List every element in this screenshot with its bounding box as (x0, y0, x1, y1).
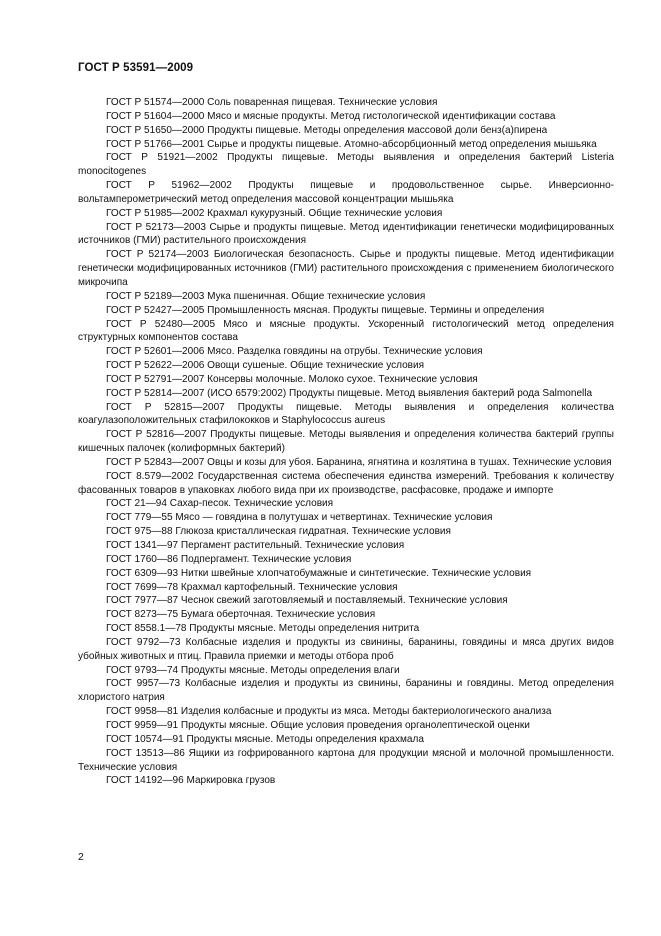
reference-entry: ГОСТ Р 52480—2005 Мясо и мясные продукты. Ускоренный гистологический метод определения структурных компонентов состава (78, 318, 614, 344)
reference-entry: ГОСТ Р 52189—2003 Мука пшеничная. Общие технические условия (106, 290, 426, 302)
reference-entry: ГОСТ Р 52843—2007 Овцы и козы для убоя. Баранина, ягнятина и козлятина в тушах. Технические условия (106, 456, 612, 468)
reference-entry: ГОСТ Р 51921—2002 Продукты пищевые. Методы выявления и определения бактерий Listeria monocitogenes (78, 152, 614, 178)
reference-entry: ГОСТ 1760—86 Подпергамент. Технические условия (106, 553, 352, 565)
reference-entry: ГОСТ 8.579—2002 Государственная система обеспечения единства измерений. Требования к количеству фасованных товаров в упаковках любого вида при их производстве, расфасовке, продаже и импорте (78, 470, 614, 496)
reference-entry: ГОСТ 8273—75 Бумага оберточная. Технические условия (106, 609, 376, 621)
reference-list (78, 96, 614, 788)
reference-entry: ГОСТ Р 51766—2001 Сырье и продукты пищевые. Атомно-абсорбционный метод определения мышьяка (106, 138, 597, 150)
reference-entry: ГОСТ Р 51962—2002 Продукты пищевые и продовольственное сырье. Инверсионно-вольтамперометрический метод определения массовой концентрации мышьяка (78, 180, 614, 205)
reference-entry: ГОСТ 13513—86 Ящики из гофрированного картона для продукции мясной и молочной промышленности. Технические условия (78, 747, 614, 773)
reference-entry: ГОСТ Р 52427—2005 Промышленность мясная. Продукты пищевые. Термины и определения (106, 304, 545, 316)
reference-entry: ГОСТ Р 52174—2003 Биологическая безопасность. Сырье и продукты пищевые. Метод идентификации генетически модифицированных источников (ГМИ) растительного происхождения с применением биологического микрочипа (78, 249, 614, 288)
page-number: 2 (78, 851, 84, 863)
reference-entry: ГОСТ Р 52601—2006 Мясо. Разделка говядины на отрубы. Технические условия (106, 346, 483, 358)
reference-entry: ГОСТ 975—88 Глюкоза кристаллическая гидратная. Технические условия (106, 526, 451, 538)
reference-entry: ГОСТ 7699—78 Крахмал картофельный. Технические условия (106, 581, 398, 593)
reference-entry: ГОСТ 1341—97 Пергамент растительный. Технические условия (106, 540, 405, 551)
reference-entry: ГОСТ 6309—93 Нитки швейные хлопчатобумажные и синтетические. Технические условия (106, 567, 532, 579)
reference-entry: ГОСТ Р 52814—2007 (ИСО 6579:2002) Продукты пищевые. Метод выявления бактерий рода Salmonella (106, 387, 593, 399)
reference-entry: ГОСТ 14192—96 Маркировка грузов (106, 775, 276, 787)
reference-entry: ГОСТ Р 51574—2000 Соль поваренная пищевая. Технические условия (106, 97, 438, 108)
reference-entry: ГОСТ 9959—91 Продукты мясные. Общие условия проведения органолептической оценки (106, 719, 530, 731)
reference-entry: ГОСТ Р 51650—2000 Продукты пищевые. Методы определения массовой доли бенз(а)пирена (106, 124, 548, 136)
reference-entry: ГОСТ Р 51604—2000 Мясо и мясные продукты. Метод гистологической идентификации состава (106, 110, 556, 122)
reference-entry: ГОСТ 7977—87 Чеснок свежий заготовляемый и поставляемый. Технические условия (106, 595, 508, 607)
reference-entry: ГОСТ Р 52622—2006 Овощи сушеные. Общие технические условия (106, 360, 425, 372)
reference-entry: ГОСТ 8558.1—78 Продукты мясные. Методы определения нитрита (106, 623, 420, 635)
reference-entry: ГОСТ 9793—74 Продукты мясные. Методы определения влаги (106, 664, 400, 676)
reference-entry: ГОСТ Р 52173—2003 Сырье и продукты пищевые. Метод идентификации генетически модифицированных источников (ГМИ) растительного происхождения (78, 221, 614, 247)
reference-entry: ГОСТ Р 52791—2007 Консервы молочные. Молоко сухое. Технические условия (106, 373, 478, 385)
reference-entry: ГОСТ 779—55 Мясо — говядина в полутушах и четвертинах. Технические условия (106, 512, 493, 524)
page-header: ГОСТ Р 53591—2009 (78, 62, 194, 74)
reference-entry: ГОСТ Р 52816—2007 Продукты пищевые. Методы выявления и определения количества бактерий группы кишечных палочек (колиформных бактерий) (78, 429, 614, 455)
reference-entry: ГОСТ 9957—73 Колбасные изделия и продукты из свинины, баранины и говядины. Метод определения хлористого натрия (78, 678, 614, 704)
reference-entry: ГОСТ 9958—81 Изделия колбасные и продукты из мяса. Методы бактериологического анализа (106, 706, 552, 718)
reference-entry: ГОСТ Р 52815—2007 Продукты пищевые. Методы выявления и определения количества коагулазоположительных стафилококков и Staphylococcus aureus (78, 401, 614, 427)
reference-entry: ГОСТ 10574—91 Продукты мясные. Методы определения крахмала (106, 733, 424, 745)
reference-entry: ГОСТ 21—94 Сахар-песок. Технические условия (106, 498, 334, 510)
reference-entry: ГОСТ 9792—73 Колбасные изделия и продукты из свинины, баранины, говядины и мяса других видов убойных животных и птиц. Правила приемки и методы отбора проб (78, 636, 614, 662)
reference-entry: ГОСТ Р 51985—2002 Крахмал кукурузный. Общие технические условия (106, 207, 443, 219)
